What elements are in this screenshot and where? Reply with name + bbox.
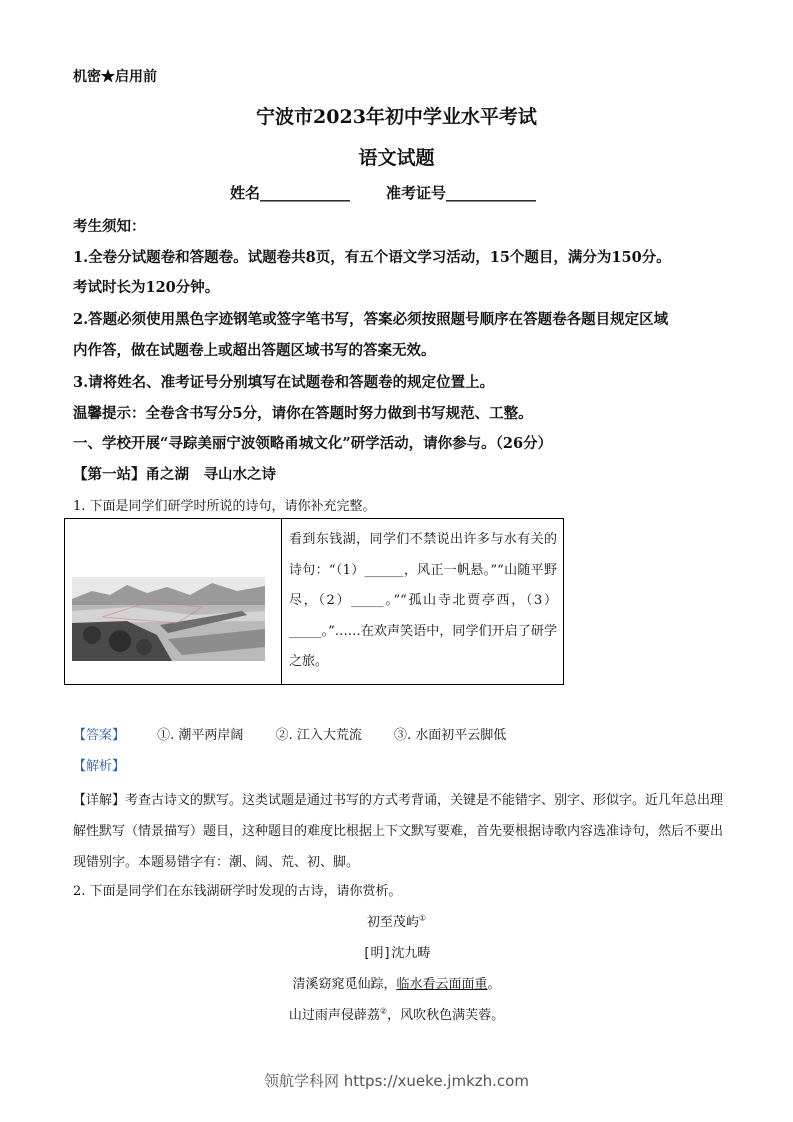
poem-title-note: ① [418, 913, 427, 923]
notice-tip: 温馨提示：全卷含书写分5分，请你在答题时努力做到书写规范、工整。 [73, 405, 533, 422]
name-field-label: 姓名____________ [230, 184, 351, 202]
question-1-answer-row [73, 724, 506, 743]
poem-line-1 [0, 973, 793, 992]
poem-line-1-a: 清溪窈窕觅仙踪， [292, 977, 397, 992]
poem-line-2-b: ，风吹秋色满芙蓉。 [387, 1008, 505, 1023]
poem-line-1-c: 。 [487, 977, 501, 992]
section-1-heading: 一、学校开展“寻踪美丽宁波领略甬城文化”研学活动，请你参与。（26分） [73, 435, 553, 452]
poem-title [0, 911, 793, 930]
answer-1: ①. 潮平两岸阔 [157, 728, 244, 743]
notice-item-1-line-2: 考试时长为120分钟。 [73, 279, 220, 296]
poem-line-2 [0, 1004, 793, 1023]
table-divider [281, 519, 282, 684]
notice-item-3: 3.请将姓名、准考证号分别填写在试题卷和答题卷的规定位置上。 [73, 374, 495, 391]
exam-title: 宁波市2023年初中学业水平考试 [256, 106, 537, 128]
question-1-prompt: 1. 下面是同学们研学时所说的诗句，请你补充完整。 [73, 499, 376, 514]
confidential-mark: 机密★启用前 [73, 69, 157, 85]
notice-item-1-line-1: 1.全卷分试题卷和答题卷。试题卷共8页，有五个语文学习活动，15个题目，满分为150分。 [73, 249, 671, 266]
question-2-prompt: 2. 下面是同学们在东钱湖研学时发现的古诗，请你赏析。 [73, 884, 402, 899]
notice-item-2-line-1: 2.答题必须使用黑色字迹钢笔或签字笔书写，答案必须按照题号顺序在答题卷各题目规定区域 [73, 311, 669, 328]
poem-line-2-a: 山过雨声侵薜荔 [288, 1008, 380, 1023]
notice-heading: 考生须知： [73, 218, 146, 235]
answer-3: ③. 水面初平云脚低 [393, 728, 507, 743]
answer-2: ②. 江入大荒流 [275, 728, 362, 743]
poem-line-2-note: ② [379, 1006, 388, 1016]
analysis-label: 【解析】 [73, 759, 126, 774]
exam-id-field-label: 准考证号____________ [386, 184, 537, 202]
question-1-table [64, 518, 564, 685]
lake-photo [72, 577, 265, 661]
question-1-detail: 【详解】考查古诗文的默写。这类试题是通过书写的方式考背诵，关键是不能错字、别字、形似字。近几年总出理解性默写（情景描写）题目，这种题目的难度比根据上下文默写要难，首先要根据诗歌内容选准诗句，然后不要出现错别字。本题易错字有：潮、阔、荒、初、脚。 [73, 793, 724, 870]
poem-author: [明]沈九畴 [362, 946, 431, 961]
poem-title-text: 初至茂屿 [366, 915, 419, 930]
notice-item-2-line-2: 内作答，做在试题卷上或超出答题区域书写的答案无效。 [73, 342, 436, 359]
question-1-passage: 看到东钱湖，同学们不禁说出许多与水有关的诗句：“（1）______，风正一帆悬。”“山随平野尽，（2）_____。”“孤山寺北贾亭西，（3）_____。”……在欢声笑语中，同学们开启了研学之旅。 [289, 532, 557, 669]
station-1-heading: 【第一站】甬之湖 寻山水之诗 [73, 466, 276, 483]
name-bar [230, 182, 536, 203]
footer-watermark: 领航学科网 https://xueke.jmkzh.com [264, 1072, 529, 1090]
poem-line-1-underlined: 临水看云面面重 [396, 977, 488, 992]
exam-subtitle: 语文试题 [358, 147, 435, 169]
answer-label: 【答案】 [73, 728, 126, 743]
